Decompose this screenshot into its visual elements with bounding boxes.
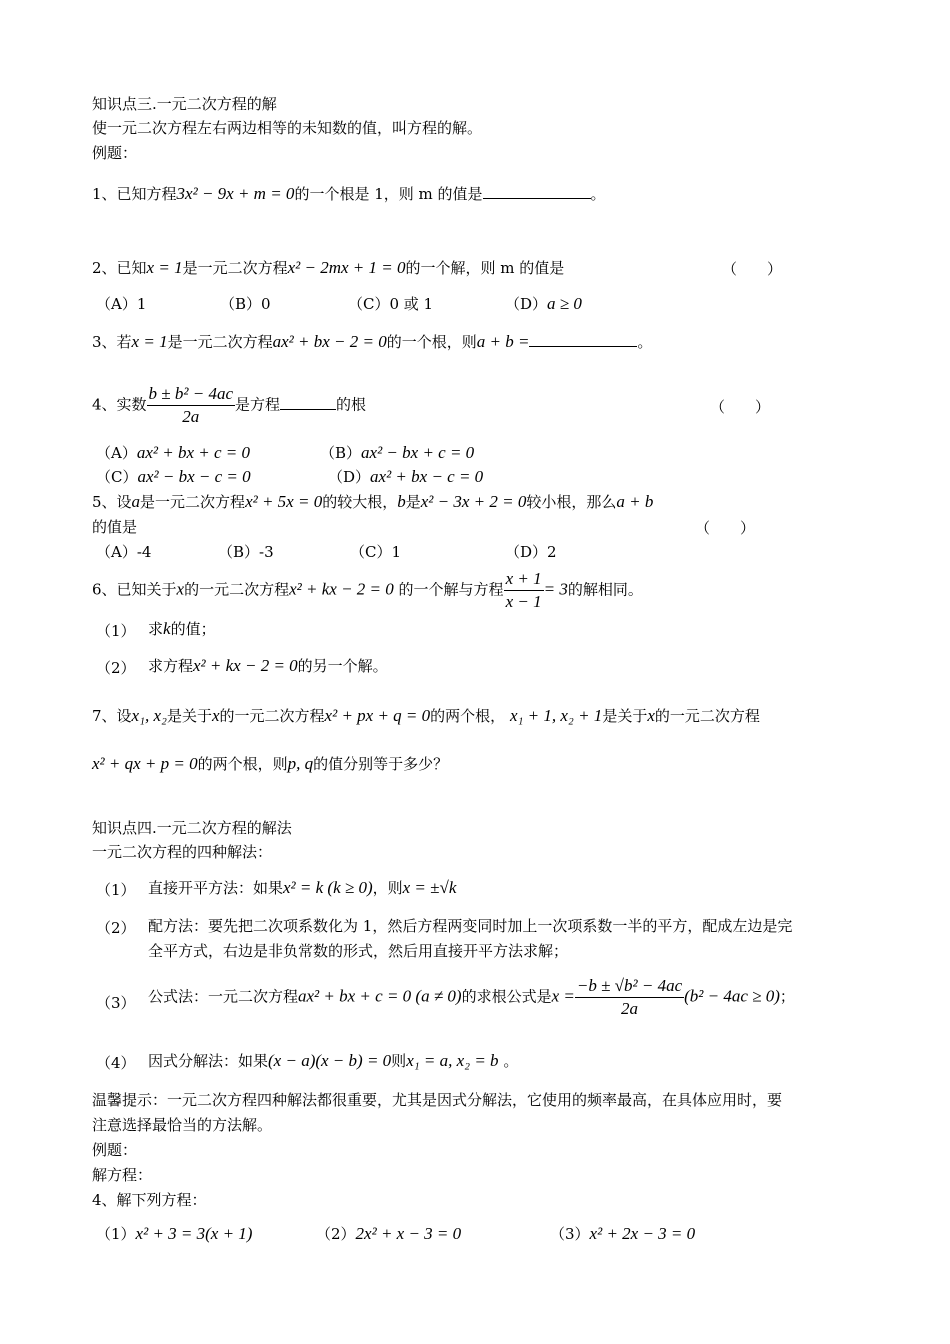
q2-option-d: （D）a ≥ 0 [505,294,582,313]
q6-sub1: 求k的值； [148,619,216,638]
tip-line1: 温馨提示：一元二次方程四种解法都很重要，尤其是因式分解法，它使用的频率最高，在具体应用时，要 [92,1091,783,1109]
q5-option-a: （A）-4 [96,543,152,561]
q4-option-a: （A）ax² + bx + c = 0 [96,443,250,462]
question-4: 4、实数 $\frac{\text{b ± b² − 4ac}}{2a}$ 是方程 的根 [92,384,367,426]
method1-label: （1） [96,881,136,899]
section3-example-label: 例题： [92,144,138,162]
q6-sub2: 求方程x² + kx − 2 = 0的另一个解。 [148,656,388,675]
fraction: $\frac{\text{b ± b² − 4ac}}{2a}$ [148,384,233,426]
method3: 公式法：一元二次方程ax² + bx + c = 0 (a ≠ 0)的求根公式是x = $\frac{\text{−b ± √b² − 4ac}}{2a}$ (b² − 4ac ≥ 0)； [148,976,795,1018]
question-3: 3、若x = 1是一元二次方程ax² + bx − 2 = 0的一个根，则a + b = 。 [92,332,653,351]
problem-2: （2）2x² + x − 3 = 0 [316,1224,462,1243]
answer-paren: （ ） [695,519,756,537]
method3-label: （3） [96,994,136,1012]
q4-option-d: （D）ax² + bx − c = 0 [328,467,484,486]
exercise-4-label: 4、解下列方程： [92,1191,207,1209]
question-1: 1、已知方程3x² − 9x + m = 0的一个根是 1，则 m 的值是 。 [92,184,606,203]
q5-option-b: （B）-3 [218,543,274,561]
tip-line2: 注意选择最恰当的方法解。 [92,1116,273,1134]
solve-label: 解方程： [92,1166,153,1184]
q2-option-b: （B）0 [220,295,271,313]
q2-option-c: （C）0 或 1 [348,295,434,313]
quadratic-formula-fraction: $\frac{\text{−b ± √b² − 4ac}}{2a}$ [576,976,683,1018]
problem-1: （1）x² + 3 = 3(x + 1) [96,1224,253,1243]
method1: 直接开平方法：如果x² = k (k ≥ 0)，则x = ±√k [148,878,457,897]
q6-sub1-label: （1） [96,622,136,640]
q2-option-a: （A）1 [96,295,147,313]
section3-title: 知识点三.一元二次方程的解 [92,95,277,113]
answer-paren: （ ） [710,398,771,416]
answer-paren: （ ） [722,260,783,278]
q4-option-b: （B）ax² − bx + c = 0 [320,443,475,462]
q4-option-c: （C）ax² − bx − c = 0 [96,467,251,486]
problem-3: （3）x² + 2x − 3 = 0 [550,1224,696,1243]
method4: 因式分解法：如果(x − a)(x − b) = 0则x₁ = a, x₂ = b 。 [148,1051,519,1070]
section4-title: 知识点四.一元二次方程的解法 [92,819,292,837]
section3-definition: 使一元二次方程左右两边相等的未知数的值，叫方程的解。 [92,119,483,137]
q6-sub2-label: （2） [96,659,136,677]
q5-option-c: （C）1 [350,543,402,561]
method2-label: （2） [96,919,136,937]
section4-intro: 一元二次方程的四种解法： [92,843,273,861]
question-7: 7、设x₁, x₂是关于x的一元二次方程x² + px + q = 0的两个根， x₁ + 1, x₂ + 1是关于x的一元二次方程 [92,706,760,725]
answer-blank [529,332,637,347]
method2-line2: 全平方式，右边是非负常数的形式，然后用直接开平方法求解； [148,942,569,960]
q5-line2: 的值是 [92,518,138,536]
question-2: 2、已知x = 1是一元二次方程x² − 2mx + 1 = 0的一个解，则 m 的值是 [92,258,565,277]
question-7-line2: x² + qx + p = 0的两个根，则p, q的值分别等于多少？ [92,754,449,773]
section4-example-label: 例题： [92,1141,138,1159]
question-5: 5、设a是一元二次方程x² + 5x = 0的较大根，b是x² − 3x + 2 = 0较小根，那么a + b [92,492,654,511]
answer-blank [280,395,336,410]
method2-line1: 配方法：要先把二次项系数化为 1，然后方程两变同时加上一次项系数一半的平方，配成左边是完 [148,917,793,935]
answer-blank [483,184,591,199]
q5-option-d: （D）2 [505,543,557,561]
method4-label: （4） [96,1054,136,1072]
fraction: $\frac{x + 1}{x - 1}$ [505,569,542,611]
question-6: 6、已知关于x的一元二次方程x² + kx − 2 = 0 的一个解与方程 $\frac{x + 1}{x - 1}$ = 3的解相同。 [92,569,643,611]
